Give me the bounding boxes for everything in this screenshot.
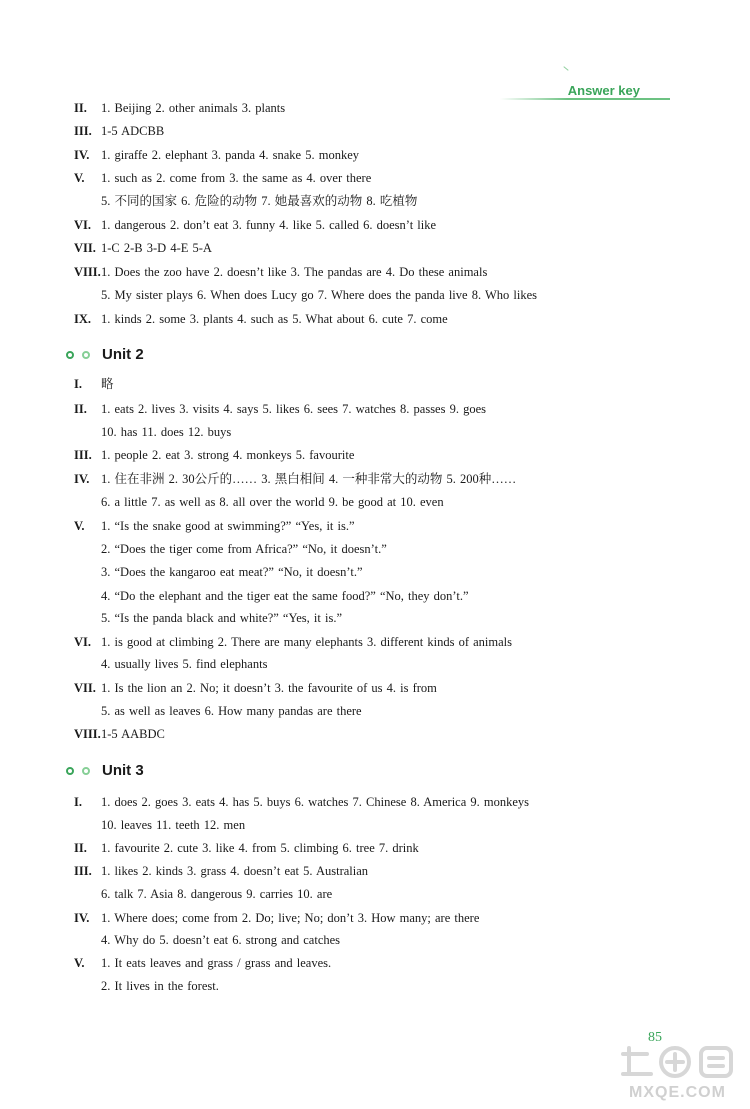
question-number: VII.: [74, 681, 96, 695]
bullet-circle-icon: [82, 767, 90, 775]
answer-text: 2. It lives in the forest.: [101, 979, 219, 993]
answer-text: 1-5 ADCBB: [101, 124, 165, 138]
question-number: II.: [74, 101, 87, 115]
answer-text: 1. people 2. eat 3. strong 4. monkeys 5. favourite: [101, 448, 355, 462]
answer-text: 10. leaves 11. teeth 12. men: [101, 818, 246, 832]
answer-text: 5. 不同的国家 6. 危险的动物 7. 她最喜欢的动物 8. 吃植物: [101, 194, 418, 208]
bullet-circle-icon: [82, 351, 90, 359]
decorative-tick: [563, 66, 568, 71]
bullet-circle-icon: [66, 351, 74, 359]
answer-text: 1. likes 2. kinds 3. grass 4. doesn’t eat 5. Australian: [101, 864, 369, 878]
page-number: 85: [648, 1030, 662, 1045]
answer-text: 1. 住在非洲 2. 30公斤的…… 3. 黑白相间 4. 一种非常大的动物 5. 200种……: [101, 472, 517, 486]
watermark: [615, 1040, 745, 1104]
question-number: VI.: [74, 635, 92, 649]
answer-text: 1. dangerous 2. don’t eat 3. funny 4. like 5. called 6. doesn’t like: [101, 218, 437, 232]
question-number: IV.: [74, 148, 90, 162]
answer-text: 1. Does the zoo have 2. doesn’t like 3. The pandas are 4. Do these animals: [101, 265, 488, 279]
answer-text: 1. Is the lion an 2. No; it doesn’t 3. the favourite of us 4. is from: [101, 681, 437, 695]
answer-text: 5. My sister plays 6. When does Lucy go 7. Where does the panda live 8. Who likes: [101, 288, 538, 302]
answer-text: 1. kinds 2. some 3. plants 4. such as 5. What about 6. cute 7. come: [101, 312, 448, 326]
answer-text: 略: [101, 377, 114, 391]
answer-text: 1. Beijing 2. other animals 3. plants: [101, 101, 286, 115]
answer-text: 4. usually lives 5. find elephants: [101, 657, 268, 671]
answer-text: 1. It eats leaves and grass / grass and leaves.: [101, 956, 332, 970]
answer-text: 1. such as 2. come from 3. the same as 4. over there: [101, 171, 372, 185]
question-number: III.: [74, 448, 92, 462]
answer-text: 3. “Does the kangaroo eat meat?” “No, it doesn’t.”: [101, 565, 363, 579]
question-number: II.: [74, 402, 87, 416]
answer-text: 10. has 11. does 12. buys: [101, 425, 232, 439]
answer-text: 1. eats 2. lives 3. visits 4. says 5. likes 6. sees 7. watches 8. passes 9. goes: [101, 402, 487, 416]
answer-text: 1. does 2. goes 3. eats 4. has 5. buys 6. watches 7. Chinese 8. America 9. monkeys: [101, 795, 530, 809]
question-number: IV.: [74, 472, 90, 486]
unit-title: Unit 2: [102, 346, 144, 363]
question-number: III.: [74, 864, 92, 878]
question-number: V.: [74, 171, 85, 185]
header-rule: [500, 98, 670, 100]
watermark-text: MXQE.COM: [629, 1084, 726, 1101]
unit-title: Unit 3: [102, 762, 144, 779]
question-number: V.: [74, 956, 85, 970]
answer-text: 2. “Does the tiger come from Africa?” “No, it doesn’t.”: [101, 542, 387, 556]
answer-text: 6. talk 7. Asia 8. dangerous 9. carries 10. are: [101, 887, 333, 901]
answer-text: 1. Where does; come from 2. Do; live; No; don’t 3. How many; are there: [101, 911, 480, 925]
watermark-logo-icon: [615, 1040, 745, 1084]
question-number: III.: [74, 124, 92, 138]
answer-text: 6. a little 7. as well as 8. all over the world 9. be good at 10. even: [101, 495, 444, 509]
answer-text: 1-5 AABDC: [101, 727, 165, 741]
question-number: VII.: [74, 241, 96, 255]
answer-text: 1. “Is the snake good at swimming?” “Yes, it is.”: [101, 519, 355, 533]
answer-text: 1. favourite 2. cute 3. like 4. from 5. climbing 6. tree 7. drink: [101, 841, 419, 855]
question-number: I.: [74, 795, 82, 809]
question-number: VIII.: [74, 265, 101, 279]
answer-text: 1-C 2-B 3-D 4-E 5-A: [101, 241, 212, 255]
question-number: IV.: [74, 911, 90, 925]
question-number: I.: [74, 377, 82, 391]
question-number: VI.: [74, 218, 92, 232]
question-number: VIII.: [74, 727, 101, 741]
question-number: II.: [74, 841, 87, 855]
answer-text: 5. “Is the panda black and white?” “Yes, it is.”: [101, 611, 342, 625]
bullet-circle-icon: [66, 767, 74, 775]
answer-text: 1. giraffe 2. elephant 3. panda 4. snake 5. monkey: [101, 148, 359, 162]
answer-text: 4. “Do the elephant and the tiger eat the same food?” “No, they don’t.”: [101, 589, 469, 603]
answer-key-header: [500, 82, 670, 102]
answer-text: 4. Why do 5. doesn’t eat 6. strong and catches: [101, 933, 341, 947]
answer-text: 5. as well as leaves 6. How many pandas are there: [101, 704, 362, 718]
answer-key-label: Answer key: [567, 83, 640, 98]
question-number: V.: [74, 519, 85, 533]
question-number: IX.: [74, 312, 92, 326]
answer-text: 1. is good at climbing 2. There are many elephants 3. different kinds of animals: [101, 635, 513, 649]
